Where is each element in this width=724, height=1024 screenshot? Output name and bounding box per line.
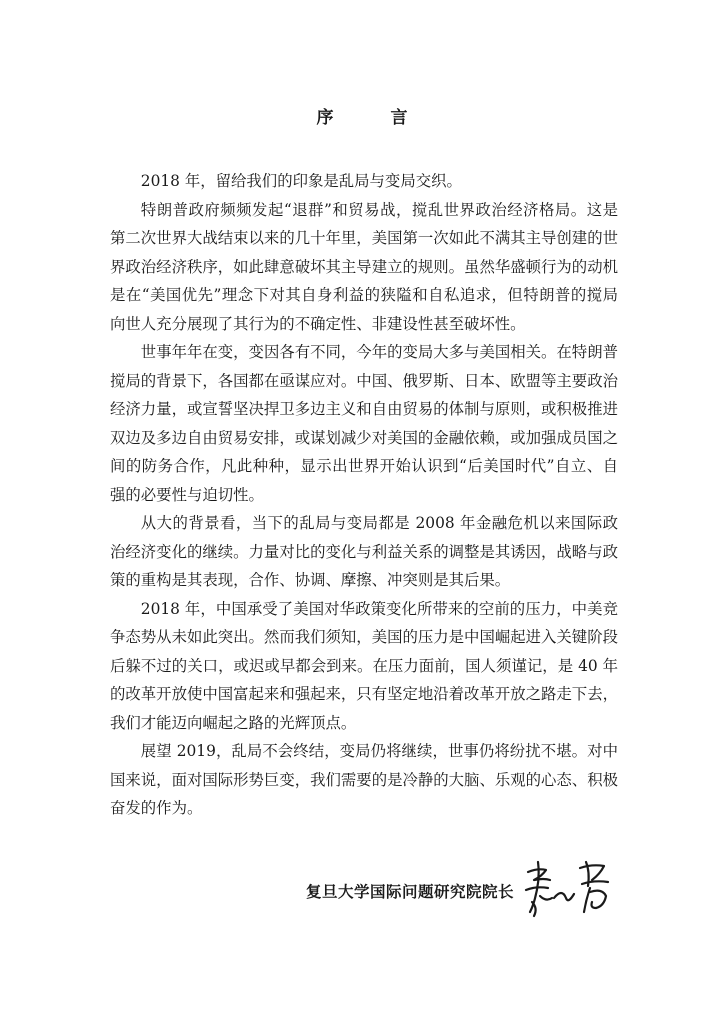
handwritten-signature: [520, 858, 620, 922]
paragraph-5: 2018 年，中国承受了美国对华政策变化所带来的空前的压力，中美竞争态势从未如此突出。然而我们须知，美国的压力是中国崛起进入关键阶段后躲不过的关口，或迟或早都会到来。在压力面前，国人须谨记，是 40 年的改革开放使中国富起来和强起来，只有坚定地沿着改革开放之路走下去，我们才能迈向崛起之路的光辉顶点。: [110, 599, 618, 732]
paragraph-4: 从大的背景看，当下的乱局与变局都是 2008 年金融危机以来国际政治经济变化的继续。力量对比的变化与利益关系的调整是其诱因，战略与政策的重构是其表现，合作、协调、摩擦、冲突则是其后果。: [110, 514, 618, 589]
signature-affiliation: 复旦大学国际问题研究院院长: [305, 883, 514, 901]
paragraph-1: 2018 年，留给我们的印象是乱局与变局交织。: [140, 172, 462, 190]
page-title: 序 言: [316, 108, 428, 128]
signature-block: [110, 868, 618, 928]
paragraph-2: 特朗普政府频频发起“退群”和贸易战，搅乱世界政治经济格局。这是第二次世界大战结束以来的几十年里，美国第一次如此不满其主导创建的世界政治经济秩序，如此肆意破坏其主导建立的规则。虽然华盛顿行为的动机是在“美国优先”理念下对其自身利益的狭隘和自私追求，但特朗普的搅局向世人充分展现了其行为的不确定性、非建设性甚至破坏性。: [110, 200, 618, 333]
paragraph-3: 世事年年在变，变因各有不同，今年的变局大多与美国相关。在特朗普搅局的背景下，各国都在亟谋应对。中国、俄罗斯、日本、欧盟等主要政治经济力量，或宣誓坚决捍卫多边主义和自由贸易的体制与原则，或积极推进双边及多边自由贸易安排，或谋划减少对美国的金融依赖，或加强成员国之间的防务合作，凡此种种，显示出世界开始认识到“后美国时代”自立、自强的必要性与迫切性。: [110, 343, 618, 504]
paragraph-6: 展望 2019，乱局不会终结，变局仍将继续，世事仍将纷扰不堪。对中国来说，面对国际形势巨变，我们需要的是冷静的大脑、乐观的心态、积极奋发的作为。: [110, 742, 618, 817]
preface-body: [110, 167, 618, 823]
